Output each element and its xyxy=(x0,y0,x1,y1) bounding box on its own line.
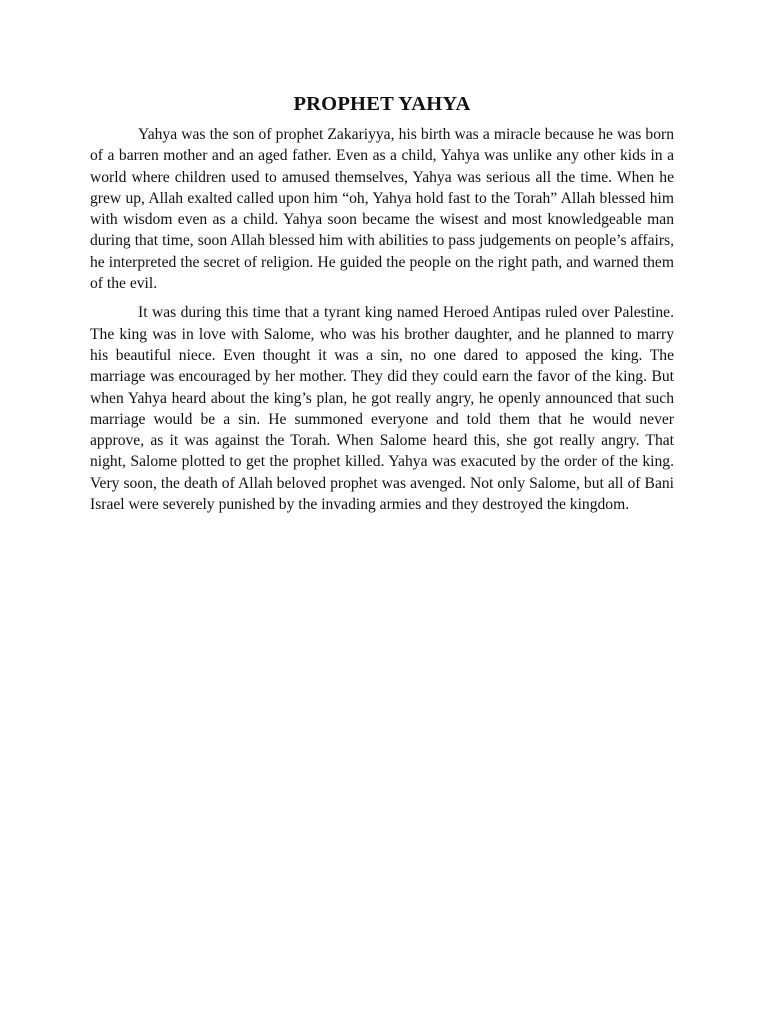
document-body xyxy=(90,90,674,523)
page-title: PROPHET YAHYA xyxy=(293,93,471,115)
paragraph-1: Yahya was the son of prophet Zakariyya, his birth was a miracle because he was born of a barren mother and an aged father. Even as a child, Yahya was unlike any other kids in a world where children used to amused themselves, Yahya was serious all the time. When he grew up, Allah exalted called upon him “oh, Yahya hold fast to the Torah” Allah blessed him with wisdom even as a child. Yahya soon became the wisest and most knowledgeable man during that time, soon Allah blessed him with abilities to pass judgements on people’s affairs, he interpreted the secret of religion. He guided the people on the right path, and warned them of the evil. xyxy=(90,126,674,293)
paragraph-2: It was during this time that a tyrant king named Heroed Antipas ruled over Palestine. The king was in love with Salome, who was his brother daughter, and he planned to marry his beautiful niece. Even thought it was a sin, no one dared to apposed the king. The marriage was encouraged by her mother. They did they could earn the favor of the king. But when Yahya heard about the king’s plan, he got really angry, he openly announced that such marriage would be a sin. He summoned everyone and told them that he would never approve, as it was against the Torah. When Salome heard this, she got really angry. That night, Salome plotted to get the prophet killed. Yahya was exacuted by the order of the king. Very soon, the death of Allah beloved prophet was avenged. Not only Salome, but all of Bani Israel were severely punished by the invading armies and they destroyed the kingdom. xyxy=(90,304,674,514)
